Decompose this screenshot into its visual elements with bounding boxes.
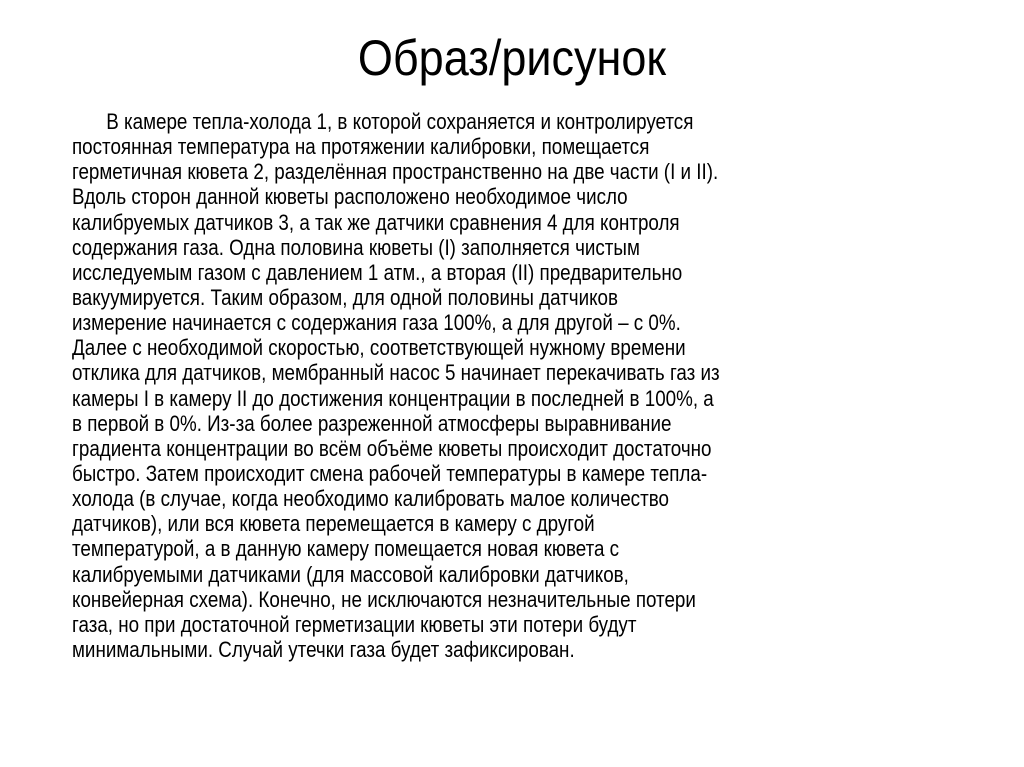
text-line: постоянная температура на протяжении калибровки, помещается <box>72 134 650 160</box>
text-line: в первой в 0%. Из-за более разреженной атмосферы выравнивание <box>72 410 672 436</box>
text-line: камеры I в камеру II до достижения концентрации в последней в 100%, а <box>72 385 714 411</box>
text-line: температурой, а в данную камеру помещается новая кювета с <box>72 536 620 562</box>
text-line: быстро. Затем происходит смена рабочей температуры в камере тепла- <box>72 460 708 486</box>
text-line: В камере тепла-холода 1, в которой сохраняется и контролируется <box>106 109 694 134</box>
text-line: конвейерная схема). Конечно, не исключаются незначительные потери <box>72 586 696 612</box>
text-line: измерение начинается с содержания газа 100%, а для другой – с 0%. <box>72 310 681 336</box>
text-line: газа, но при достаточной герметизации кюветы эти потери будут <box>72 611 637 637</box>
text-line: Далее с необходимой скоростью, соответствующей нужному времени <box>72 335 686 361</box>
text-line: исследуемым газом с давлением 1 атм., а вторая (II) предварительно <box>72 259 683 285</box>
text-line: калибруемыми датчиками (для массовой калибровки датчиков, <box>72 561 629 587</box>
text-line: Вдоль сторон данной кюветы расположено необходимое число <box>72 184 628 210</box>
text-line: содержания газа. Одна половина кюветы (I) заполняется чистым <box>72 234 640 260</box>
slide-body-text <box>72 109 829 662</box>
text-line: калибруемых датчиков 3, а так же датчики сравнения 4 для контроля <box>72 209 680 235</box>
text-line: вакуумируется. Таким образом, для одной половины датчиков <box>72 284 618 310</box>
text-line: холода (в случае, когда необходимо калибровать малое количество <box>72 486 669 512</box>
text-line: градиента концентрации во всём объёме кюветы происходит достаточно <box>72 435 712 461</box>
text-line: минимальными. Случай утечки газа будет зафиксирован. <box>72 636 575 662</box>
text-line: герметичная кювета 2, разделённая пространственно на две части (I и II). <box>72 159 719 185</box>
text-line: датчиков), или вся кювета перемещается в камеру с другой <box>72 511 595 537</box>
text-line: отклика для датчиков, мембранный насос 5 начинает перекачивать газ из <box>72 360 720 386</box>
slide-title: Образ/рисунок <box>357 30 667 86</box>
